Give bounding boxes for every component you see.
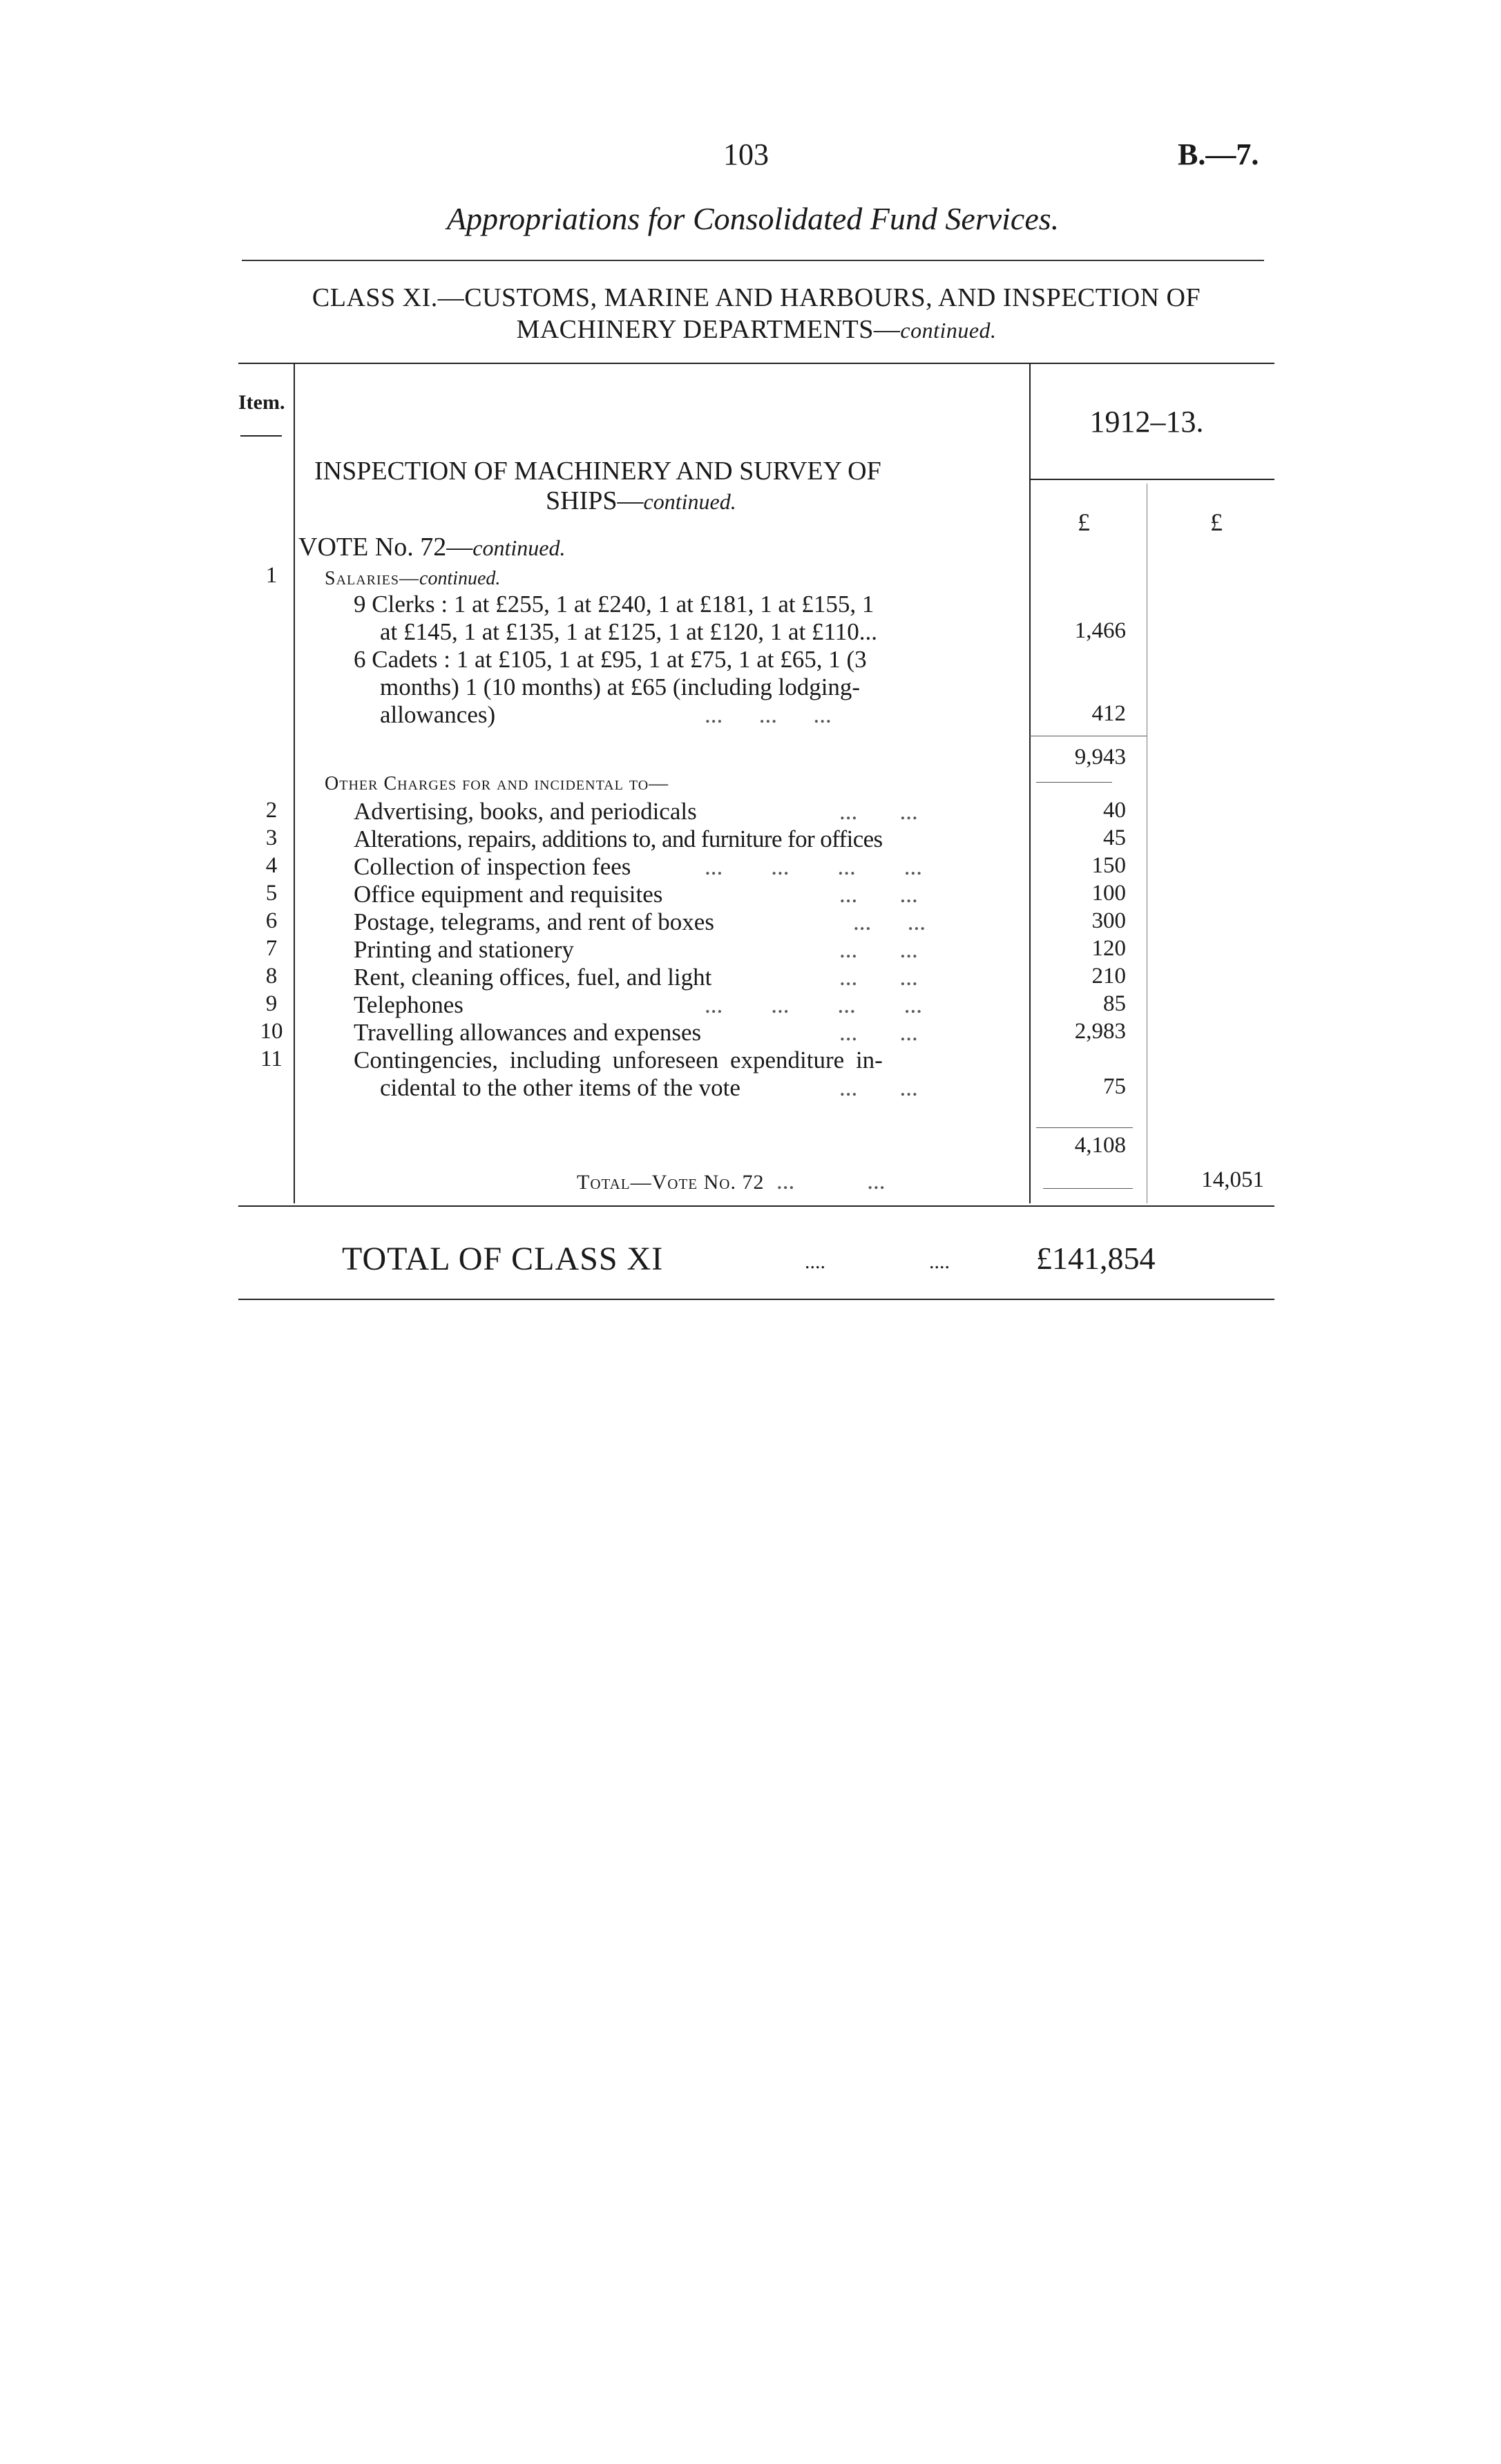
charge-label: Contingencies, including unforeseen expenditure in- <box>354 1047 883 1073</box>
item-column-divider <box>294 363 295 1203</box>
salary-line: 9 Clerks : 1 at £255, 1 at £240, 1 at £181, 1 at £155, 1 <box>354 591 874 618</box>
amount: 75 <box>1103 1074 1126 1099</box>
item-number: 2 <box>265 798 278 823</box>
year-header-rule <box>1029 479 1274 480</box>
charge-label: Advertising, books, and periodicals <box>354 798 697 825</box>
item-number: 6 <box>265 908 278 933</box>
amount: 210 <box>1091 964 1126 989</box>
vote-total: 14,051 <box>1201 1167 1264 1192</box>
class-total-value: £141,854 <box>1036 1241 1156 1276</box>
salary-line: 6 Cadets : 1 at £105, 1 at £95, 1 at £75, 1 at £65, 1 (3 <box>354 646 867 673</box>
charge-label: Office equipment and requisites <box>354 881 663 908</box>
year-header: 1912–13. <box>1089 405 1204 439</box>
document-reference: B.—7. <box>1178 137 1259 171</box>
charge-label: Postage, telegrams, and rent of boxes <box>354 908 714 935</box>
item-number: 5 <box>265 881 278 906</box>
header-rule <box>242 260 1264 261</box>
currency-col1: £ <box>1078 508 1090 536</box>
amount: 300 <box>1091 908 1126 933</box>
item-number: 4 <box>265 853 278 878</box>
section-title: Appropriations for Consolidated Fund Services. <box>446 201 1060 236</box>
amount: 1,466 <box>1074 618 1126 643</box>
amount-column-divider <box>1029 363 1031 1203</box>
item-number: 1 <box>265 563 278 588</box>
table-bottom-rule <box>238 1205 1274 1207</box>
item-number: 9 <box>265 991 278 1016</box>
vote-total-label: Total—Vote No. 72 ... ... <box>577 1167 886 1194</box>
charge-label: Alterations, repairs, additions to, and furniture for offices <box>354 825 883 852</box>
amount: 45 <box>1103 825 1126 850</box>
item-number: 3 <box>265 825 278 850</box>
class-total-label: TOTAL OF CLASS XI <box>342 1241 664 1277</box>
charge-label: Collection of inspection fees <box>354 853 631 880</box>
class-heading-line2: MACHINERY DEPARTMENTS—continued. <box>516 315 997 344</box>
charge-label-continued: cidental to the other items of the vote <box>380 1074 740 1101</box>
vote-label: VOTE No. 72—continued. <box>298 533 566 562</box>
item-number: 10 <box>260 1019 283 1044</box>
other-charges-subtotal: 4,108 <box>1074 1133 1126 1158</box>
salaries-subtotal: 9,943 <box>1074 745 1126 770</box>
other-charges-label: Other Charges for and incidental to— <box>325 773 669 794</box>
amount: 100 <box>1091 881 1126 906</box>
table-top-rule <box>238 363 1274 364</box>
item-header-rule <box>240 435 282 437</box>
salaries-label: Salaries—continued. <box>325 568 501 589</box>
charge-label: Printing and stationery <box>354 936 574 963</box>
amount: 120 <box>1091 936 1126 961</box>
charge-label: Travelling allowances and expenses <box>354 1019 702 1046</box>
item-column-header: Item. <box>238 391 285 414</box>
amount: 40 <box>1103 798 1126 823</box>
item-number: 7 <box>265 936 278 961</box>
dept-title-line2: SHIPS—continued. <box>546 486 736 515</box>
salary-line: months) 1 (10 months) at £65 (including lodging- <box>380 674 861 700</box>
subtotal-rule <box>1036 782 1112 783</box>
class-heading <box>238 282 1274 346</box>
subtotal-rule <box>1036 1127 1133 1128</box>
class-total-rule <box>238 1299 1274 1300</box>
page-number: 103 <box>723 137 769 171</box>
amount: 2,983 <box>1074 1019 1126 1044</box>
currency-col2: £ <box>1210 508 1223 536</box>
subtotal-rule <box>1043 1188 1133 1189</box>
class-total-dots: .... <box>805 1250 825 1273</box>
item-number: 11 <box>260 1047 283 1071</box>
amount: 85 <box>1103 991 1126 1016</box>
charge-label: Rent, cleaning offices, fuel, and light <box>354 964 712 991</box>
class-total-dots: .... <box>929 1250 950 1273</box>
dept-title-line1: INSPECTION OF MACHINERY AND SURVEY OF <box>314 457 881 486</box>
salary-line: at £145, 1 at £135, 1 at £125, 1 at £120, 1 at £110... <box>380 618 877 645</box>
charge-label: Telephones <box>354 991 463 1018</box>
item-number: 8 <box>265 964 278 989</box>
amount: 412 <box>1091 701 1126 726</box>
class-heading-line1: CLASS XI.—CUSTOMS, MARINE AND HARBOURS, AND INSPECTION OF <box>312 283 1201 312</box>
salary-line: allowances) ... ... ... <box>380 701 832 728</box>
amount: 150 <box>1091 853 1126 878</box>
